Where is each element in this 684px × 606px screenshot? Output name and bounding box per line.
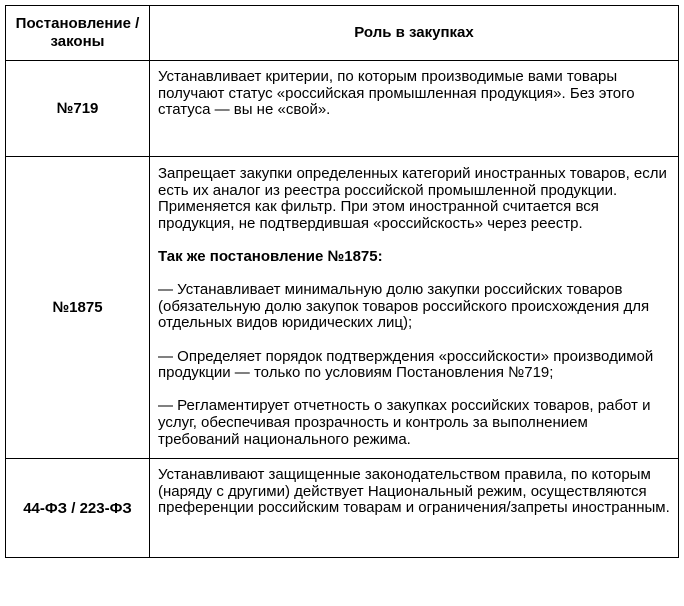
role-cell-719 <box>150 61 679 157</box>
header-law-column: Постановление / законы <box>6 6 150 61</box>
role-cell-44-223 <box>150 459 679 558</box>
role-bullet: — Определяет порядок подтверждения «российскости» производимой продукции — только по условиям Постановления №719; <box>158 347 654 382</box>
role-paragraph: Запрещает закупки определенных категорий иностранных товаров, если есть их аналог из реестра российской промышленной продукции. Применяется как фильтр. При этом иностранной считается вся продукция, не подтвердившая «российскость» через реестр. <box>158 165 667 232</box>
role-bullet: — Регламентирует отчетность о закупках российских товаров, работ и услуг, обеспечивая прозрачность и контроль за выполнением требований национального режима. <box>158 397 651 448</box>
table-header-row <box>6 6 679 61</box>
header-role-column: Роль в закупках <box>150 6 679 61</box>
table-row <box>6 157 679 459</box>
law-cell-1875: №1875 <box>6 157 150 459</box>
law-cell-719: №719 <box>6 61 150 157</box>
role-subheading: Так же постановление №1875: <box>158 247 383 265</box>
role-bullet: — Устанавливает минимальную долю закупки российских товаров (обязательную долю закупок товаров российского происхождения для отдельных видов юридических лиц); <box>158 281 650 332</box>
role-paragraph: Устанавливают защищенные законодательством правила, по которым (наряду с другими) действует Национальный режим, осуществляются преференции российским товарам и ограничения/запреты иностранным. <box>158 466 670 517</box>
table-row <box>6 61 679 157</box>
role-cell-1875 <box>150 157 679 459</box>
procurement-laws-table <box>5 5 679 558</box>
role-paragraph: Устанавливает критерии, по которым производимые вами товары получают статус «российская промышленная продукция». Без этого статуса — вы не «свой». <box>158 68 635 119</box>
law-cell-44-223: 44-ФЗ / 223-ФЗ <box>6 459 150 558</box>
table-row <box>6 459 679 558</box>
